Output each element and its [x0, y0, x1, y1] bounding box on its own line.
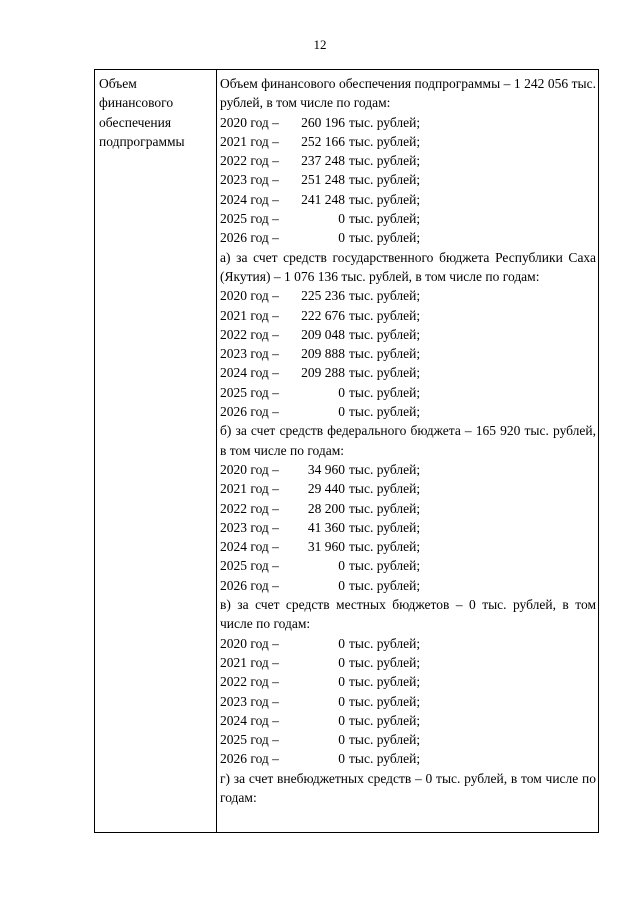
year-unit: тыс. рублей; [349, 133, 421, 149]
year-row [220, 132, 596, 151]
year-unit: тыс. рублей; [349, 577, 421, 593]
year-unit: тыс. рублей; [349, 635, 421, 651]
year-amount: 209 888 [301, 346, 345, 362]
year-label: 2024 год – [220, 365, 279, 381]
row-content-cell [220, 74, 596, 807]
year-row [220, 460, 596, 479]
year-amount: 251 248 [301, 172, 345, 188]
year-label: 2023 год – [220, 172, 279, 188]
year-label: 2021 год – [220, 654, 279, 670]
year-label: 2025 год – [220, 558, 279, 574]
year-label: 2023 год – [220, 346, 279, 362]
year-unit: тыс. рублей; [349, 519, 421, 535]
row-label-cell [99, 74, 211, 151]
year-row [220, 653, 596, 672]
year-unit: тыс. рублей; [349, 654, 421, 670]
year-amount: 0 [338, 732, 345, 748]
year-row [220, 383, 596, 402]
year-label: 2022 год – [220, 153, 279, 169]
year-label: 2026 год – [220, 230, 279, 246]
year-label: 2020 год – [220, 461, 279, 477]
year-row [220, 151, 596, 170]
year-label: 2025 год – [220, 211, 279, 227]
year-row [220, 402, 596, 421]
year-label: 2022 год – [220, 674, 279, 690]
section-heading: б) за счет средств федерального бюджета – 165 920 тыс. рублей, в том числе по годам: [220, 423, 596, 458]
year-row [220, 306, 596, 325]
row-label-line: подпрограммы [99, 133, 185, 149]
year-label: 2026 год – [220, 751, 279, 767]
year-unit: тыс. рублей; [349, 751, 421, 767]
year-amount: 0 [338, 577, 345, 593]
year-row [220, 672, 596, 691]
year-amount: 0 [338, 404, 345, 420]
year-row [220, 518, 596, 537]
year-label: 2020 год – [220, 635, 279, 651]
year-amount: 260 196 [301, 114, 345, 130]
year-amount: 0 [338, 635, 345, 651]
year-unit: тыс. рублей; [349, 693, 421, 709]
year-unit: тыс. рублей; [349, 211, 421, 227]
year-row [220, 634, 596, 653]
year-amount: 225 236 [301, 288, 345, 304]
year-amount: 252 166 [301, 133, 345, 149]
column-divider [216, 70, 217, 832]
year-row [220, 363, 596, 382]
year-unit: тыс. рублей; [349, 712, 421, 728]
year-unit: тыс. рублей; [349, 114, 421, 130]
year-amount: 28 200 [307, 500, 345, 516]
row-label-line: обеспечения [99, 114, 172, 130]
year-row [220, 209, 596, 228]
section-heading: а) за счет средств государственного бюджета Республики Саха (Якутия) – 1 076 136 тыс. рублей, в том числе по годам: [220, 249, 596, 284]
year-unit: тыс. рублей; [349, 558, 421, 574]
row-label-line: Объем [99, 76, 137, 91]
year-unit: тыс. рублей; [349, 230, 421, 246]
year-row [220, 576, 596, 595]
year-row [220, 228, 596, 247]
year-unit: тыс. рублей; [349, 461, 421, 477]
year-unit: тыс. рублей; [349, 326, 421, 342]
year-amount: 0 [338, 712, 345, 728]
year-row [220, 711, 596, 730]
section-heading: Объем финансового обеспечения подпрограммы – 1 242 056 тыс. рублей, в том числе по годам: [220, 76, 596, 111]
year-unit: тыс. рублей; [349, 172, 421, 188]
year-row [220, 170, 596, 189]
year-row [220, 344, 596, 363]
year-row [220, 479, 596, 498]
year-amount: 0 [338, 654, 345, 670]
year-row [220, 190, 596, 209]
year-row [220, 730, 596, 749]
year-unit: тыс. рублей; [349, 674, 421, 690]
year-label: 2021 год – [220, 481, 279, 497]
year-unit: тыс. рублей; [349, 153, 421, 169]
year-row [220, 286, 596, 305]
year-amount: 0 [338, 384, 345, 400]
year-unit: тыс. рублей; [349, 404, 421, 420]
year-amount: 41 360 [307, 519, 345, 535]
funding-table [94, 69, 599, 833]
year-amount: 0 [338, 674, 345, 690]
year-label: 2024 год – [220, 712, 279, 728]
year-amount: 34 960 [307, 461, 345, 477]
year-label: 2024 год – [220, 191, 279, 207]
year-label: 2025 год – [220, 384, 279, 400]
year-amount: 209 288 [301, 365, 345, 381]
year-row [220, 556, 596, 575]
year-amount: 31 960 [307, 539, 345, 555]
year-unit: тыс. рублей; [349, 346, 421, 362]
year-amount: 0 [338, 558, 345, 574]
year-unit: тыс. рублей; [349, 288, 421, 304]
year-label: 2021 год – [220, 133, 279, 149]
year-amount: 0 [338, 230, 345, 246]
row-label-line: финансового [99, 95, 174, 111]
year-unit: тыс. рублей; [349, 365, 421, 381]
year-amount: 222 676 [301, 307, 345, 323]
year-label: 2020 год – [220, 288, 279, 304]
year-label: 2025 год – [220, 732, 279, 748]
year-label: 2024 год – [220, 539, 279, 555]
year-amount: 0 [338, 751, 345, 767]
year-label: 2023 год – [220, 519, 279, 535]
page-number: 12 [313, 37, 327, 52]
year-amount: 241 248 [301, 191, 345, 207]
year-amount: 0 [338, 211, 345, 227]
year-label: 2021 год – [220, 307, 279, 323]
year-row [220, 692, 596, 711]
year-unit: тыс. рублей; [349, 539, 421, 555]
section-heading: в) за счет средств местных бюджетов – 0 тыс. рублей, в том числе по годам: [220, 597, 596, 632]
year-label: 2023 год – [220, 693, 279, 709]
year-unit: тыс. рублей; [349, 732, 421, 748]
year-row [220, 325, 596, 344]
year-unit: тыс. рублей; [349, 481, 421, 497]
section-heading: г) за счет внебюджетных средств – 0 тыс. рублей, в том числе по годам: [220, 770, 596, 805]
year-label: 2022 год – [220, 500, 279, 516]
year-row [220, 537, 596, 556]
year-label: 2022 год – [220, 326, 279, 342]
year-amount: 237 248 [301, 153, 345, 169]
year-label: 2020 год – [220, 114, 279, 130]
year-amount: 0 [338, 693, 345, 709]
year-unit: тыс. рублей; [349, 307, 421, 323]
year-row [220, 499, 596, 518]
year-row [220, 749, 596, 768]
year-unit: тыс. рублей; [349, 500, 421, 516]
year-unit: тыс. рублей; [349, 191, 421, 207]
year-label: 2026 год – [220, 577, 279, 593]
year-amount: 29 440 [307, 481, 345, 497]
year-unit: тыс. рублей; [349, 384, 421, 400]
year-label: 2026 год – [220, 404, 279, 420]
year-row [220, 113, 596, 132]
year-amount: 209 048 [301, 326, 345, 342]
